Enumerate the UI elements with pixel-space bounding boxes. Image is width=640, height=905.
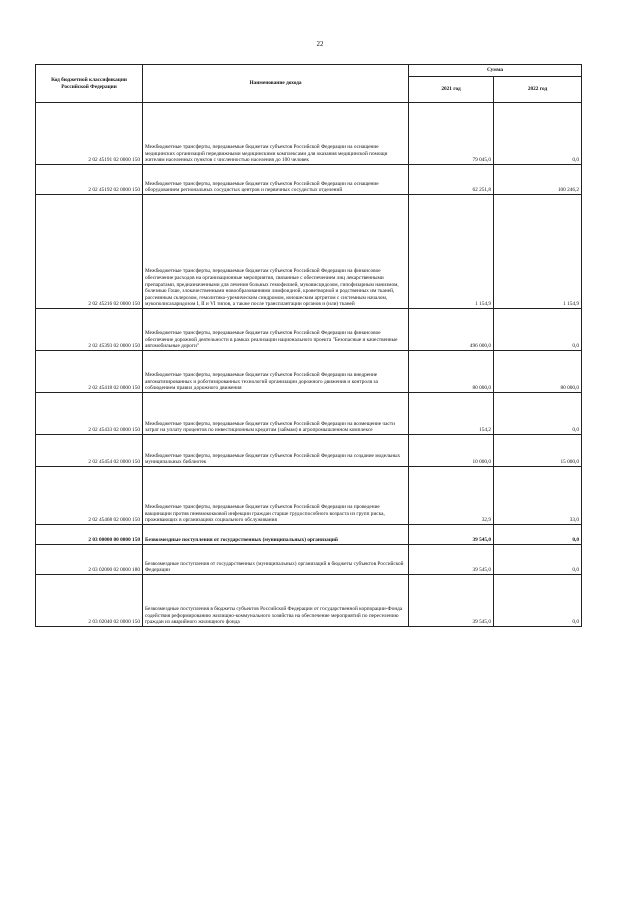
row-value-2021: 10 000,0 [409, 435, 494, 467]
table-row [36, 435, 582, 467]
row-code: 2 02 45192 02 0000 150 [36, 165, 143, 195]
table-row [36, 351, 582, 393]
row-value-2021: 32,9 [409, 467, 494, 525]
row-value-2021: 39 545,0 [409, 545, 494, 575]
budget-revenue-table [35, 64, 582, 627]
table-row [36, 103, 582, 165]
page-number: 22 [316, 40, 324, 48]
row-value-2022: 1 154,9 [494, 195, 582, 309]
row-code: 2 02 45393 02 0000 150 [36, 309, 143, 351]
row-value-2022: 0,0 [494, 103, 582, 165]
row-value-2022: 15 000,0 [494, 435, 582, 467]
table-row [36, 467, 582, 525]
row-value-2022: 0,0 [494, 545, 582, 575]
header-code: Код бюджетной классификации Российской Федерации [36, 65, 143, 103]
row-name: Безвозмездные поступления от государственных (муниципальных) организаций [143, 525, 409, 545]
row-name: Межбюджетные трансферты, передаваемые бюджетам субъектов Российской Федерации на финансовое обеспечение расходов на организационные мероприятия, связанные с обеспечением лиц лекарственными препаратами, предназначенными для лечения больных гемофилией, муковисцидозом, гипофизарным нанизмом, болезнью Гоше, злокачественными новообразованиями лимфоидной, кроветворной и родственных им тканей, рассеянным склерозом, гемолитико-уремическим синдромом, юношеским артритом с системным началом, мукополисахаридозом I, II и VI типов, а также после трансплантации органов и (или) тканей [143, 195, 409, 309]
row-code: 2 03 00000 00 0000 150 [36, 525, 143, 545]
row-name: Межбюджетные трансферты, передаваемые бюджетам субъектов Российской Федерации на оснащение оборудованием региональных сосудистых центров и первичных сосудистых отделений [143, 165, 409, 195]
row-value-2022: 0,0 [494, 575, 582, 627]
row-name: Межбюджетные трансферты, передаваемые бюджетам субъектов Российской Федерации на внедрение автоматизированных и роботизированных технологий организации дорожного движения и контроля за соблюдением правил дорожного движения [143, 351, 409, 393]
table-row [36, 575, 582, 627]
row-name: Безвозмездные поступления от государственных (муниципальных) организаций в бюджеты субъектов Российской Федерации [143, 545, 409, 575]
header-sum: Сумма [409, 65, 582, 77]
row-value-2021: 62 251,8 [409, 165, 494, 195]
row-name: Межбюджетные трансферты, передаваемые бюджетам субъектов Российской Федерации на проведение вакцинации против пневмококковой инфекции граждан старше трудоспособного возраста из групп риска, проживающих в организациях социального обслуживания [143, 467, 409, 525]
row-code: 2 02 45433 02 0000 150 [36, 393, 143, 435]
table-row [36, 165, 582, 195]
header-name: Наименование дохода [143, 65, 409, 103]
row-value-2021: 39 545,0 [409, 525, 494, 545]
row-value-2022: 33,0 [494, 467, 582, 525]
header-year-2021: 2021 год [409, 77, 494, 103]
row-code: 2 02 45468 02 0000 150 [36, 467, 143, 525]
table-row [36, 393, 582, 435]
row-value-2022: 0,0 [494, 393, 582, 435]
header-year-2022: 2022 год [494, 77, 582, 103]
row-value-2022: 100 246,2 [494, 165, 582, 195]
table-row-group-total [36, 525, 582, 545]
row-value-2022: 80 000,0 [494, 351, 582, 393]
row-value-2021: 80 000,0 [409, 351, 494, 393]
table-row [36, 309, 582, 351]
row-code: 2 03 02040 02 0000 150 [36, 575, 143, 627]
row-code: 2 02 45454 02 0000 150 [36, 435, 143, 467]
row-name: Безвозмездные поступления в бюджеты субъектов Российской Федерации от государственной корпорации-Фонда содействия реформированию жилищно-коммунального хозяйства на обеспечение мероприятий по переселению граждан из аварийного жилищного фонда [143, 575, 409, 627]
row-value-2021: 496 000,0 [409, 309, 494, 351]
row-value-2022: 0,0 [494, 525, 582, 545]
row-code: 2 02 45216 02 0000 150 [36, 195, 143, 309]
table-row [36, 195, 582, 309]
row-value-2021: 79 045,0 [409, 103, 494, 165]
table-row [36, 545, 582, 575]
row-name: Межбюджетные трансферты, передаваемые бюджетам субъектов Российской Федерации на финансовое обеспечение дорожной деятельности в рамках реализации национального проекта "Безопасные и качественные автомобильные дороги" [143, 309, 409, 351]
row-value-2022: 0,0 [494, 309, 582, 351]
row-name: Межбюджетные трансферты, передаваемые бюджетам субъектов Российской Федерации на создание модельных муниципальных библиотек [143, 435, 409, 467]
row-name: Межбюджетные трансферты, передаваемые бюджетам субъектов Российской Федерации на возмещение части затрат на уплату процентов по инвестиционным кредитам (займам) в агропромышленном комплексе [143, 393, 409, 435]
row-code: 2 02 45191 02 0000 150 [36, 103, 143, 165]
row-code: 2 02 45418 02 0000 150 [36, 351, 143, 393]
row-code: 2 03 02000 02 0000 180 [36, 545, 143, 575]
row-value-2021: 1 154,9 [409, 195, 494, 309]
row-name: Межбюджетные трансферты, передаваемые бюджетам субъектов Российской Федерации на оснащение медицинских организаций передвижными медицинскими комплексами для оказания медицинской помощи жителям населенных пунктов с численностью населения до 100 человек [143, 103, 409, 165]
row-value-2021: 154,2 [409, 393, 494, 435]
row-value-2021: 39 545,0 [409, 575, 494, 627]
